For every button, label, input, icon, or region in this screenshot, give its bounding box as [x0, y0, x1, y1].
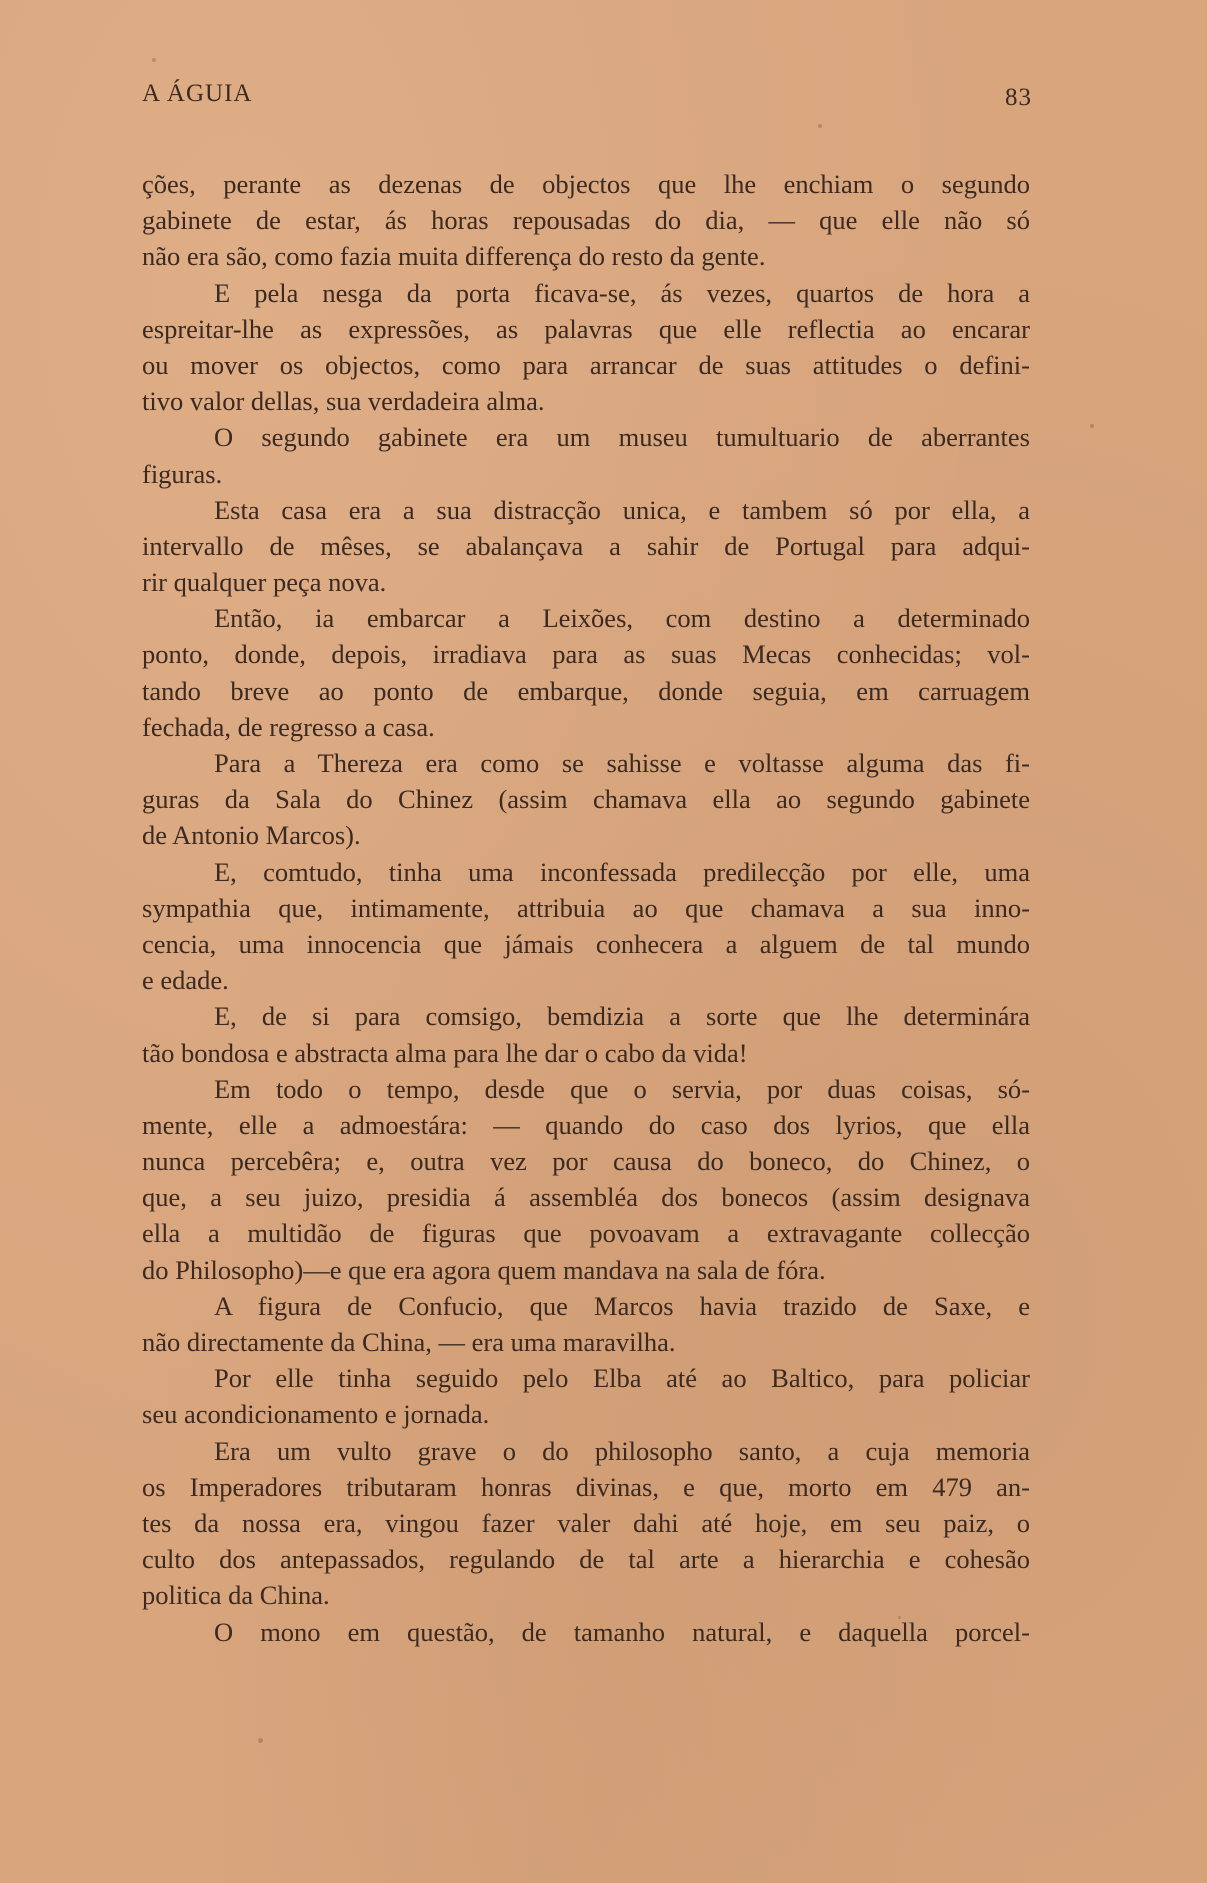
- text-line: O mono em questão, de tamanho natural, e daquella porcel-: [214, 1616, 1030, 1647]
- text-line: culto dos antepassados, regulando de tal arte a hierarchia e cohesão: [142, 1544, 1030, 1575]
- text-line: espreitar-lhe as expressões, as palavras que elle reflectia ao encarar: [142, 313, 1030, 344]
- page-number: 83: [1005, 84, 1032, 111]
- text-line: Então, ia embarcar a Leixões, com destino a determinado: [214, 603, 1030, 634]
- body-text: [142, 166, 1030, 1650]
- text-line: O segundo gabinete era um museu tumultuario de aberrantes: [214, 422, 1030, 453]
- paper-spot: [1090, 424, 1094, 428]
- text-line: cencia, uma innocencia que jámais conhecera a alguem de tal mundo: [142, 928, 1030, 959]
- running-title: A ÁGUIA: [142, 80, 253, 107]
- text-line: E pela nesga da porta ficava-se, ás vezes, quartos de hora a: [214, 277, 1030, 308]
- text-line: figuras.: [142, 458, 223, 489]
- text-line: que, a seu juizo, presidia á assembléa dos bonecos (assim designava: [142, 1182, 1030, 1213]
- text-line: tando breve ao ponto de embarque, donde seguia, em carruagem: [142, 675, 1030, 706]
- text-line: gabinete de estar, ás horas repousadas do dia, — que elle não só: [142, 205, 1030, 236]
- text-line: E, de si para comsigo, bemdizia a sorte que lhe determinára: [214, 1001, 1030, 1032]
- paper-spot: [258, 1738, 263, 1743]
- text-line: tivo valor dellas, sua verdadeira alma.: [142, 386, 545, 417]
- text-line: não era são, como fazia muita differença do resto da gente.: [142, 241, 766, 272]
- text-line: E, comtudo, tinha uma inconfessada predilecção por elle, uma: [214, 856, 1030, 887]
- text-line: intervallo de mêses, se abalançava a sahir de Portugal para adqui-: [142, 530, 1030, 561]
- text-line: nunca percebêra; e, outra vez por causa do boneco, do Chinez, o: [142, 1146, 1030, 1177]
- text-line: Era um vulto grave o do philosopho santo, a cuja memoria: [214, 1435, 1030, 1466]
- text-line: ella a multidão de figuras que povoavam a extravagante collecção: [142, 1218, 1030, 1249]
- text-line: do Philosopho)—e que era agora quem mandava na sala de fóra.: [142, 1254, 826, 1285]
- text-line: Para a Thereza era como se sahisse e voltasse alguma das fi-: [214, 748, 1030, 778]
- text-line: Esta casa era a sua distracção unica, e tambem só por ella, a: [214, 494, 1030, 525]
- text-line: sympathia que, intimamente, attribuia ao que chamava a sua inno-: [142, 892, 1030, 923]
- text-line: guras da Sala do Chinez (assim chamava ella ao segundo gabinete: [142, 784, 1030, 815]
- text-line: de Antonio Marcos).: [142, 820, 361, 851]
- text-line: Por elle tinha seguido pelo Elba até ao Baltico, para policiar: [214, 1363, 1030, 1394]
- text-line: os Imperadores tributaram honras divinas, e que, morto em 479 an-: [142, 1471, 1030, 1502]
- paper-spot: [898, 1616, 901, 1619]
- paper-spot: [152, 58, 156, 62]
- paper-spot: [818, 124, 822, 128]
- text-line: rir qualquer peça nova.: [142, 567, 387, 598]
- text-line: e edade.: [142, 965, 229, 996]
- text-line: politica da China.: [142, 1580, 330, 1611]
- text-line: ponto, donde, depois, irradiava para as suas Mecas conhecidas; vol-: [142, 639, 1030, 670]
- text-line: Em todo o tempo, desde que o servia, por duas coisas, só-: [214, 1073, 1030, 1104]
- text-line: A figura de Confucio, que Marcos havia trazido de Saxe, e: [214, 1290, 1030, 1321]
- text-line: mente, elle a admoestára: — quando do caso dos lyrios, que ella: [142, 1109, 1030, 1140]
- text-line: seu acondicionamento e jornada.: [142, 1399, 490, 1430]
- text-line: fechada, de regresso a casa.: [142, 711, 435, 742]
- running-head: [142, 80, 1032, 116]
- text-line: ou mover os objectos, como para arrancar de suas attitudes o defini-: [142, 349, 1030, 380]
- text-line: ções, perante as dezenas de objectos que lhe enchiam o segundo: [142, 169, 1030, 199]
- text-line: não directamente da China, — era uma maravilha.: [142, 1327, 676, 1357]
- text-line: tes da nossa era, vingou fazer valer dahi até hoje, em seu paiz, o: [142, 1507, 1030, 1538]
- text-line: tão bondosa e abstracta alma para lhe dar o cabo da vida!: [142, 1037, 748, 1068]
